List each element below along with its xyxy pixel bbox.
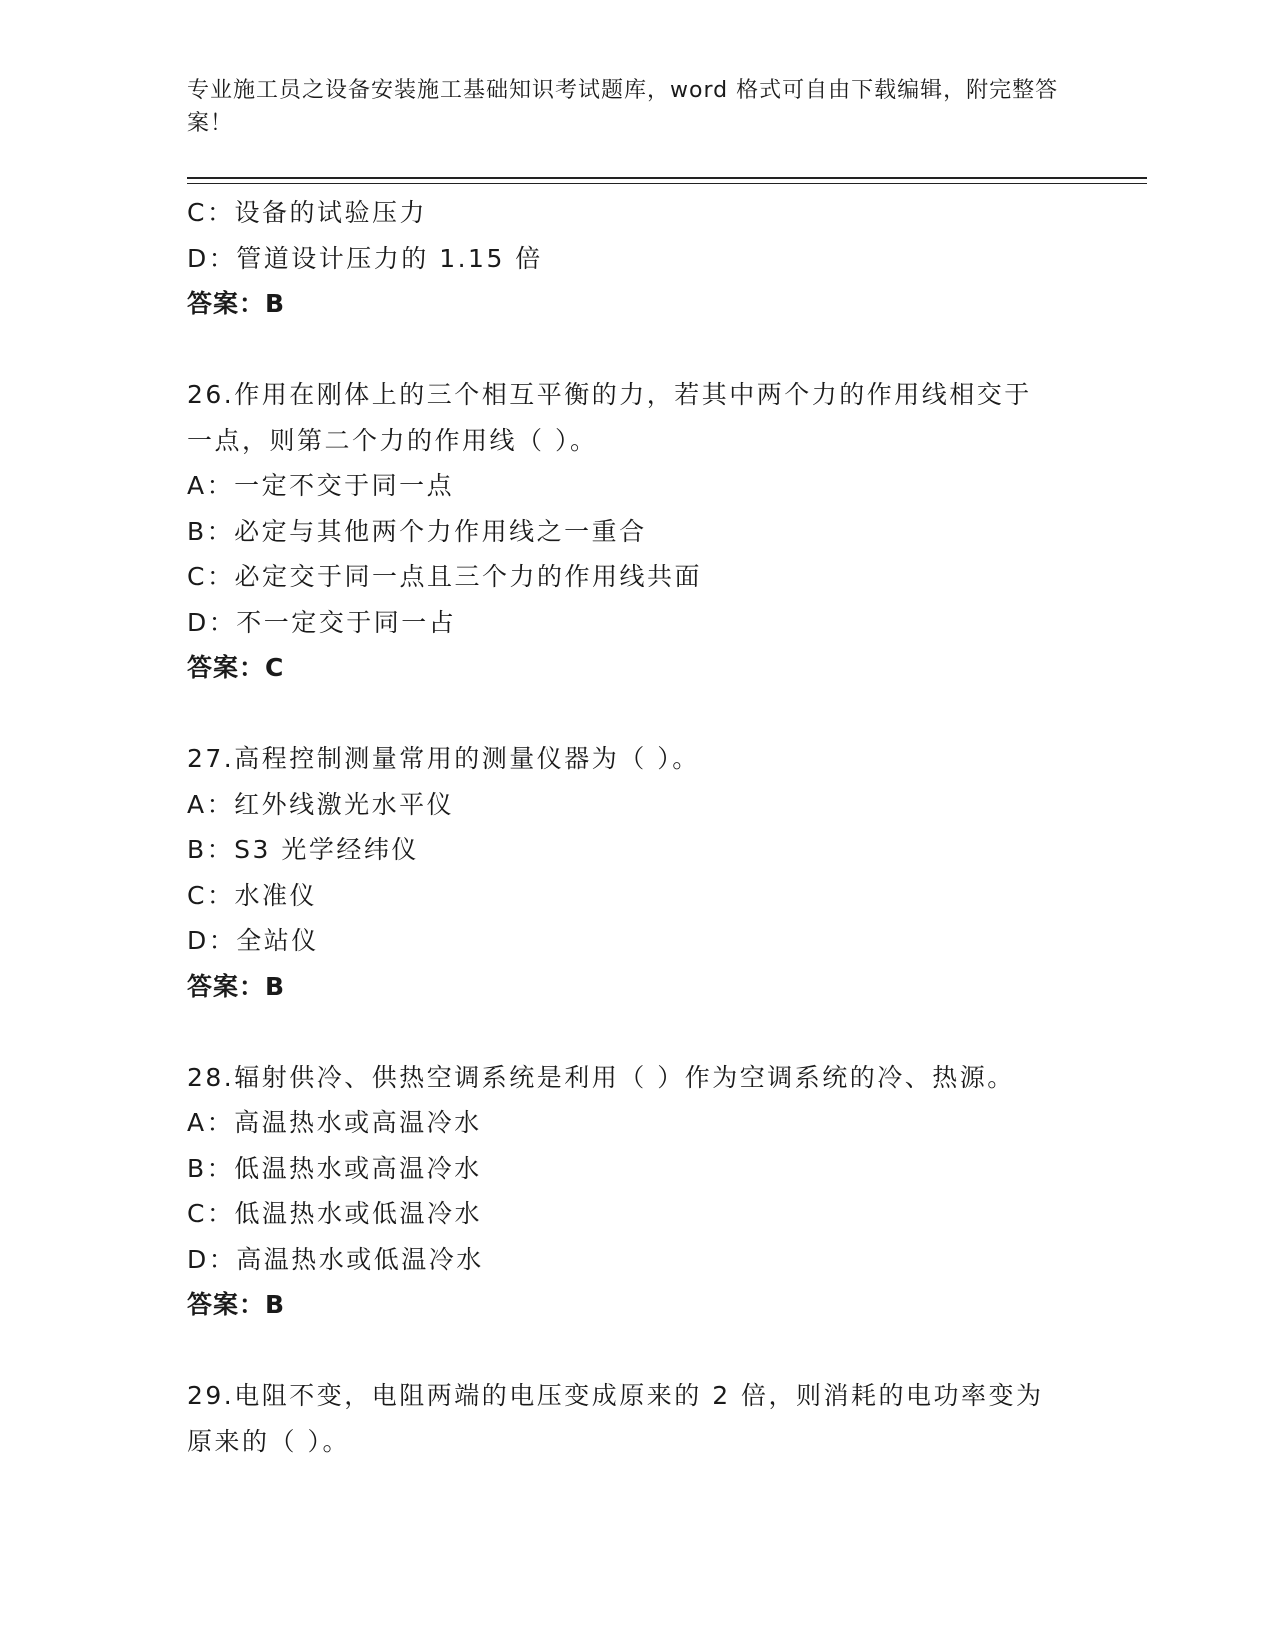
question-28: [187, 1055, 1087, 1328]
answer: 答案：B: [187, 1290, 286, 1319]
question-27: [187, 736, 1087, 1009]
option-c: C：低温热水或低温冷水: [187, 1199, 482, 1228]
answer: 答案：B: [187, 971, 286, 1001]
question-text-line: 一点，则第二个力的作用线（ ）。: [187, 425, 598, 455]
option-b: B：必定与其他两个力作用线之一重合: [187, 516, 647, 546]
question-25-tail: [187, 190, 1087, 327]
option-c: C：设备的试验压力: [187, 198, 427, 227]
question-text-line: 27.高程控制测量常用的测量仪器为（ ）。: [187, 744, 700, 773]
question-29: [187, 1373, 1087, 1464]
option-b: B：S3 光学经纬仪: [187, 835, 419, 864]
question-text-line: 29.电阻不变，电阻两端的电压变成原来的 2 倍，则消耗的电功率变为: [187, 1381, 1044, 1410]
option-c: C：必定交于同一点且三个力的作用线共面: [187, 562, 702, 591]
question-text-line: 原来的（ ）。: [187, 1426, 350, 1456]
option-d: D：管道设计压力的 1.15 倍: [187, 243, 543, 273]
answer: 答案：C: [187, 653, 285, 682]
answer: 答案：B: [187, 289, 286, 318]
option-a: A：一定不交于同一点: [187, 471, 455, 500]
option-c: C：水准仪: [187, 880, 317, 910]
option-d: D：不一定交于同一占: [187, 607, 457, 637]
page-header: 专业施工员之设备安装施工基础知识考试题库，word 格式可自由下载编辑，附完整答案！: [187, 78, 1059, 136]
option-b: B：低温热水或高温冷水: [187, 1153, 482, 1183]
header-rule-thick: [187, 177, 1147, 179]
document-body: [187, 190, 1087, 1464]
option-d: D：高温热水或低温冷水: [187, 1244, 484, 1274]
question-26: [187, 372, 1087, 691]
header-rule-thin: [187, 183, 1147, 184]
question-text-line: 28.辐射供冷、供热空调系统是利用（ ）作为空调系统的冷、热源。: [187, 1062, 1015, 1092]
option-d: D：全站仪: [187, 926, 319, 955]
question-text-line: 26.作用在刚体上的三个相互平衡的力，若其中两个力的作用线相交于: [187, 380, 1032, 409]
option-a: A：高温热水或高温冷水: [187, 1108, 482, 1137]
option-a: A：红外线激光水平仪: [187, 789, 455, 819]
